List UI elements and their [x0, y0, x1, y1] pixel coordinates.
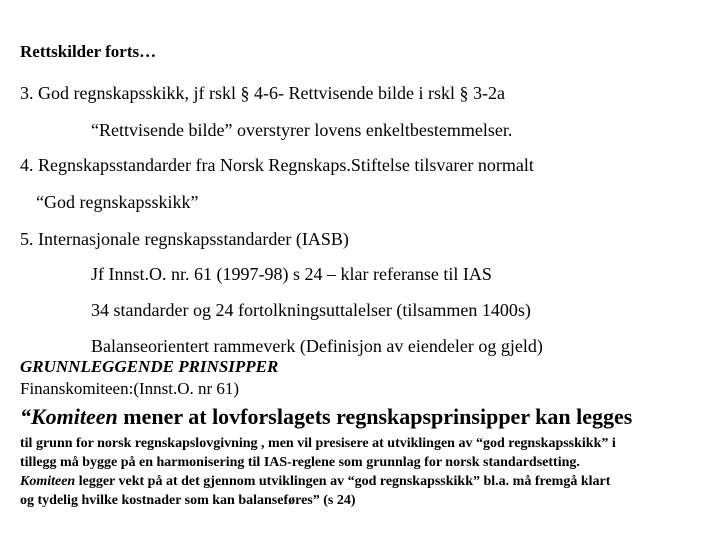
source-line: Finanskomiteen:(Innst.O. nr 61)	[20, 379, 240, 398]
item-5-sub-3: Balanseorientert rammeverk (Definisjon av eiendeler og gjeld)	[91, 336, 543, 356]
quote-lead-em: “Komiteen	[20, 404, 118, 429]
quote-line-3: tillegg må bygge på en harmonisering til IAS-reglene som grunnlag for norsk standardsetting.	[20, 455, 580, 470]
quote-line-4	[20, 474, 610, 490]
quote-lead-rest: mener at lovforslagets regnskapsprinsipper kan legges	[117, 404, 633, 429]
item-5-sub-2: 34 standarder og 24 fortolkningsuttalelser (tilsammen 1400s)	[91, 300, 531, 320]
quote-line-4-em: Komiteen	[20, 474, 76, 489]
quote-line-4-rest: legger vekt på at det gjennom utviklingen av “god regnskapsskikk” bl.a. må fremgå klart	[75, 474, 611, 489]
heading: Rettskilder forts…	[20, 42, 157, 61]
quote-line-5: og tydelig hvilke kostnader som kan balanseføres” (s 24)	[20, 493, 356, 508]
item-5-sub-1: Jf Innst.O. nr. 61 (1997-98) s 24 – klar referanse til IAS	[91, 264, 492, 284]
item-4: 4. Regnskapsstandarder fra Norsk Regnskaps.Stiftelse tilsvarer normalt	[20, 155, 534, 175]
item-4-cont: “God regnskapsskikk”	[36, 192, 199, 212]
quote-lead	[20, 404, 632, 430]
quote-line-2: til grunn for norsk regnskapslovgivning , men vil presisere at utviklingen av “god regnskapsskikk” i	[20, 436, 616, 451]
item-5: 5. Internasjonale regnskapsstandarder (IASB)	[20, 229, 349, 249]
item-3: 3. God regnskapsskikk, jf rskl § 4-6- Rettvisende bilde i rskl § 3-2a	[20, 83, 505, 103]
item-3-sub: “Rettvisende bilde” overstyrer lovens enkeltbestemmelser.	[91, 120, 513, 140]
section-title: GRUNNLEGGENDE PRINSIPPER	[20, 357, 279, 376]
